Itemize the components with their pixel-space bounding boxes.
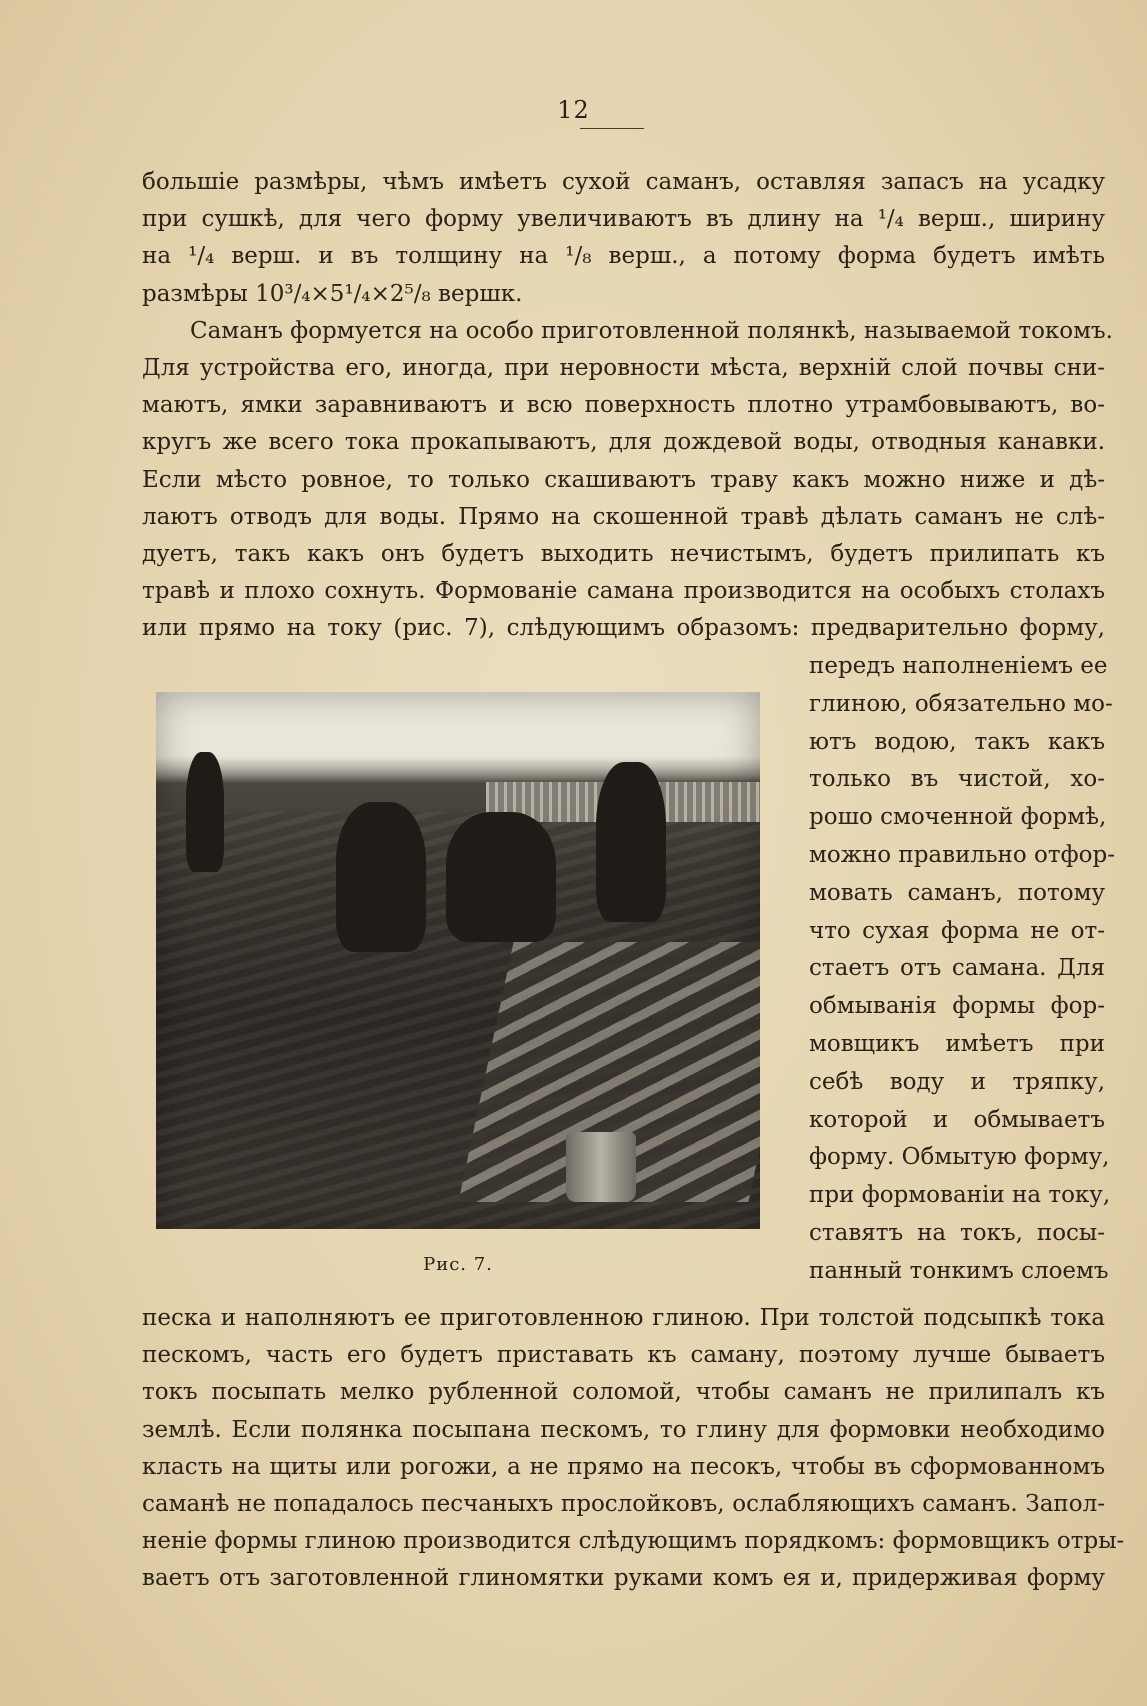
text-line: форму. Обмытую форму, [809,1144,1110,1171]
text-line: травѣ и плохо сохнуть. Формованіе самана производится на особыхъ столахъ [142,578,1105,605]
text-line: Для устройства его, иногда, при неровности мѣста, верхній слой почвы сни- [142,354,1105,381]
text-line: только въ чистой, хо- [809,766,1105,793]
text-line: при сушкѣ, для чего форму увеличиваютъ въ длину на ¹/₄ верш., ширину [142,206,1105,233]
text-line: панный тонкимъ слоемъ [809,1257,1109,1284]
figure-caption: Рис. 7. [423,1254,493,1275]
text-line: размѣры 10³/₄×5¹/₄×2⁵/₈ вершк. [142,280,523,307]
text-line: песка и наполняютъ ее приготовленною глиною. При толстой подсыпкѣ тока [142,1305,1105,1331]
photo-worker-figure [446,812,556,942]
text-line: маютъ, ямки заравниваютъ и всю поверхность плотно утрамбовываютъ, во- [142,392,1105,419]
text-line: обмыванія формы фор- [809,993,1105,1020]
page-number: 12 [557,96,590,124]
text-line: землѣ. Если полянка посыпана пескомъ, то глину для формовки необходимо [142,1416,1105,1443]
photo-bucket [566,1132,636,1202]
text-line: мовать саманъ, потому [809,879,1105,906]
text-line: Саманъ формуется на особо приготовленной полянкѣ, называемой токомъ. [190,317,1113,344]
text-line: что сухая форма не от- [809,917,1105,944]
text-line: на ¹/₄ верш. и въ толщину на ¹/₈ верш., а потому форма будетъ имѣть [142,243,1105,270]
photo-worker-figure [186,752,224,872]
body-text-beside-figure [809,648,1115,1291]
text-line: мовщикъ имѣетъ при [809,1030,1105,1057]
text-line: при формованіи на току, [809,1182,1111,1209]
text-line: саманѣ не попадалось песчаныхъ прослойковъ, ослабляющихъ саманъ. Запол- [142,1490,1105,1517]
text-line: ваетъ отъ заготовленной глиномятки руками комъ ея и, придерживая форму [142,1565,1105,1592]
text-line: можно правильно отфор- [809,841,1115,868]
text-line: дуетъ, такъ какъ онъ будетъ выходить нечистымъ, будетъ прилипать къ [142,540,1105,567]
figure-photo-workers-forming-saman [156,692,760,1229]
text-line: большіе размѣры, чѣмъ имѣетъ сухой саманъ, оставляя запасъ на усадку [142,169,1105,195]
text-line: которой и обмываетъ [809,1106,1105,1133]
text-line: токъ посыпать мелко рубленной соломой, чтобы саманъ не прилипалъ къ [142,1379,1105,1406]
text-line: ютъ водою, такъ какъ [809,728,1105,755]
text-line: лаютъ отводъ для воды. Прямо на скошенной травѣ дѣлать саманъ не слѣ- [142,503,1105,530]
text-line: стаетъ отъ самана. Для [809,955,1105,982]
text-line: пескомъ, часть его будетъ приставать къ саману, поэтому лучше бываетъ [142,1342,1105,1369]
text-line: или прямо на току (рис. 7), слѣдующимъ образомъ: предварительно форму, [142,615,1105,642]
text-line: глиною, обязательно мо- [809,690,1113,717]
text-line: ставятъ на токъ, посы- [809,1219,1105,1246]
text-line: неніе формы глиною производится слѣдующимъ порядкомъ: формовщикъ отры- [142,1528,1125,1555]
text-line: класть на щиты или рогожи, а не прямо на песокъ, чтобы въ сформованномъ [142,1453,1105,1480]
body-text-bottom [142,1300,1125,1598]
page-number-rule [580,128,644,129]
text-line: передъ наполненіемъ ее [809,653,1108,679]
text-line: Если мѣсто ровное, то только скашиваютъ траву какъ можно ниже и дѣ- [142,466,1105,493]
text-line: кругъ же всего тока прокапываютъ, для дождевой воды, отводныя канавки. [142,429,1105,456]
photo-worker-figure [336,802,426,952]
text-line: себѣ воду и тряпку, [809,1068,1105,1095]
text-line: рошо смоченной формѣ, [809,804,1107,831]
photo-worker-figure [596,762,666,922]
body-text-top [142,164,1113,647]
